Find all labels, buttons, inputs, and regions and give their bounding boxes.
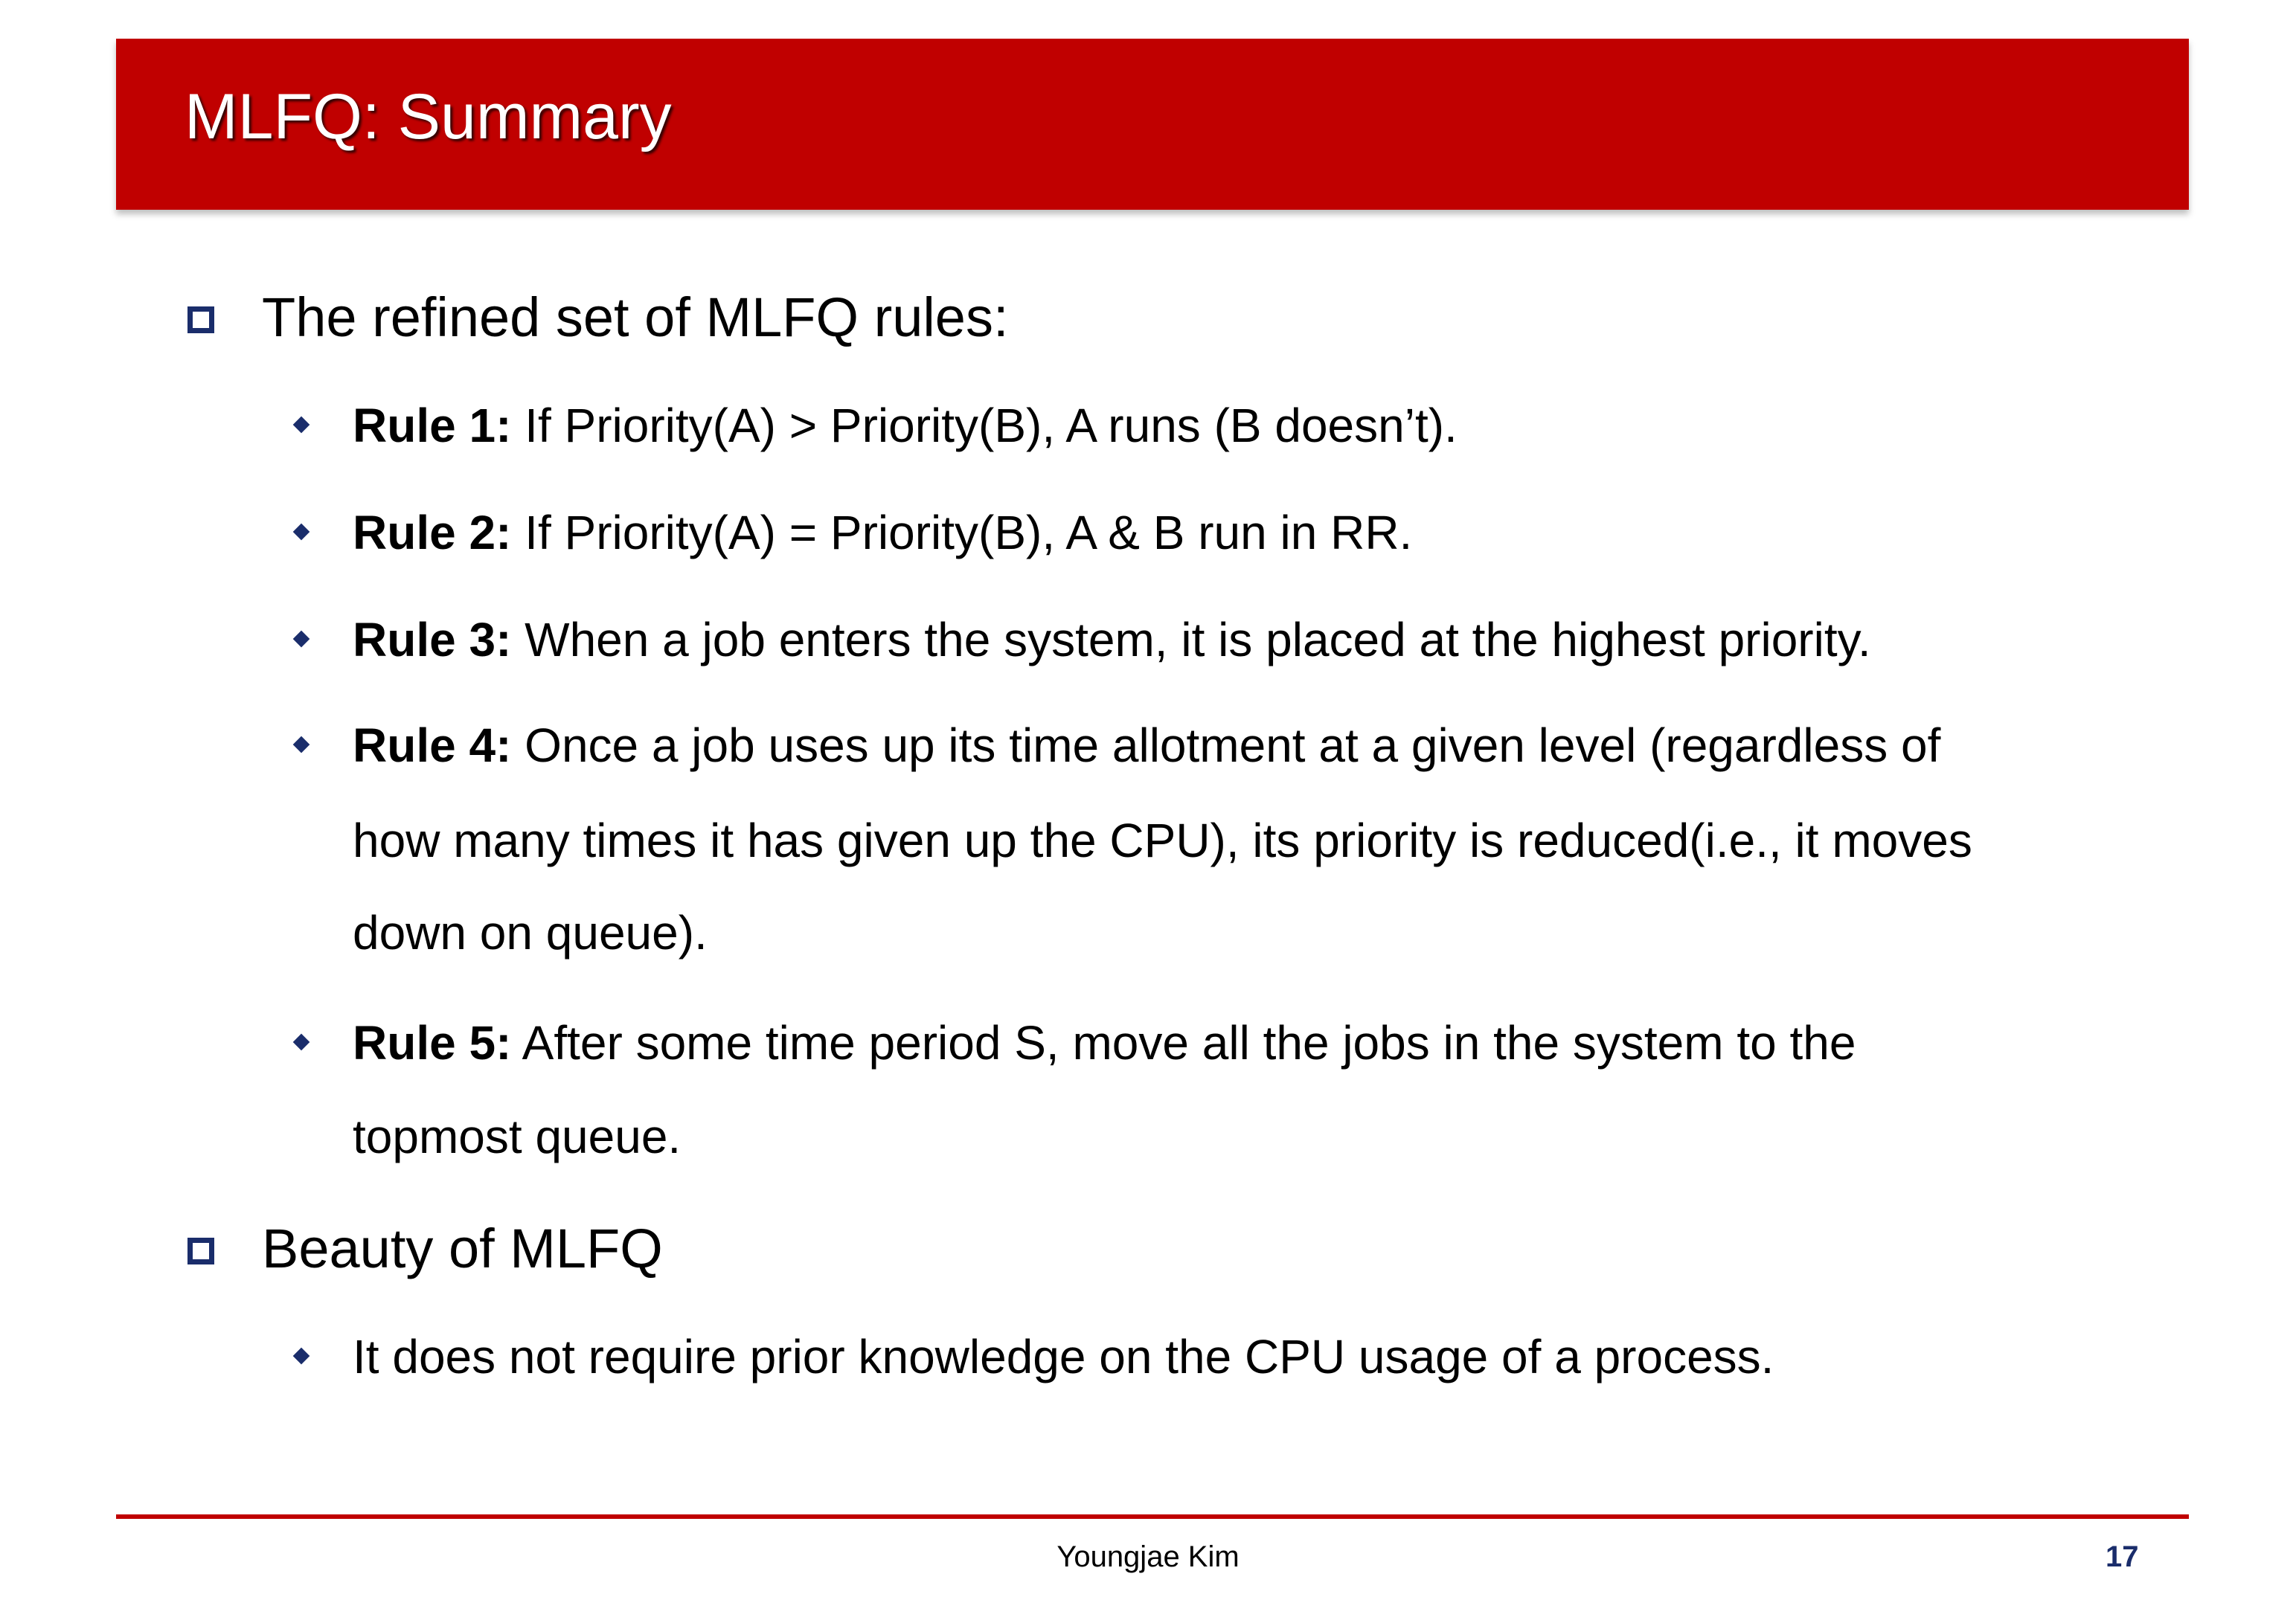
rule-5-item xyxy=(353,1013,1856,1073)
diamond-bullet-icon xyxy=(293,631,310,648)
rule-4-text: Once a job uses up its time allotment at a given level (regardless of xyxy=(511,719,1941,772)
rule-3-text: When a job enters the system, it is placed at the highest priority. xyxy=(511,613,1871,666)
rule-5-text: After some time period S, move all the jobs in the system to the xyxy=(511,1016,1856,1070)
rule-2-label: Rule 2: xyxy=(353,506,512,559)
rule-4-text-line-3: down on queue). xyxy=(353,906,708,960)
rule-5-label: Rule 5: xyxy=(353,1016,512,1070)
rule-1-text: If Priority(A) > Priority(B), A runs (B doesn’t). xyxy=(511,399,1458,452)
rule-1-label: Rule 1: xyxy=(353,399,512,452)
beauty-item: It does not require prior knowledge on the CPU usage of a process. xyxy=(353,1330,1774,1383)
rule-3-label: Rule 3: xyxy=(353,613,512,666)
footer-author: Youngjae Kim xyxy=(1056,1540,1240,1573)
square-bullet-icon xyxy=(187,1238,214,1264)
diamond-bullet-icon xyxy=(293,1034,310,1051)
diamond-bullet-icon xyxy=(293,524,310,541)
rule-4-item xyxy=(353,716,1940,775)
bullet-heading-beauty: Beauty of MLFQ xyxy=(262,1218,663,1279)
rule-1-item xyxy=(353,396,1458,455)
rule-5-text-line-2: topmost queue. xyxy=(353,1110,682,1163)
page-number: 17 xyxy=(2106,1540,2139,1573)
rule-2-item xyxy=(353,503,1412,562)
rule-4-text-line-2: how many times it has given up the CPU), its priority is reduced(i.e., it moves xyxy=(353,814,1972,867)
diamond-bullet-icon xyxy=(293,417,310,434)
diamond-bullet-icon xyxy=(293,1348,310,1365)
slide-title: MLFQ: Summary xyxy=(185,81,672,152)
square-bullet-icon xyxy=(187,306,214,333)
rule-2-text: If Priority(A) = Priority(B), A & B run in RR. xyxy=(511,506,1413,559)
footer-divider xyxy=(116,1514,2189,1519)
rule-4-label: Rule 4: xyxy=(353,719,512,772)
diamond-bullet-icon xyxy=(293,736,310,753)
rule-3-item xyxy=(353,610,1871,669)
bullet-heading-rules: The refined set of MLFQ rules: xyxy=(262,286,1009,348)
